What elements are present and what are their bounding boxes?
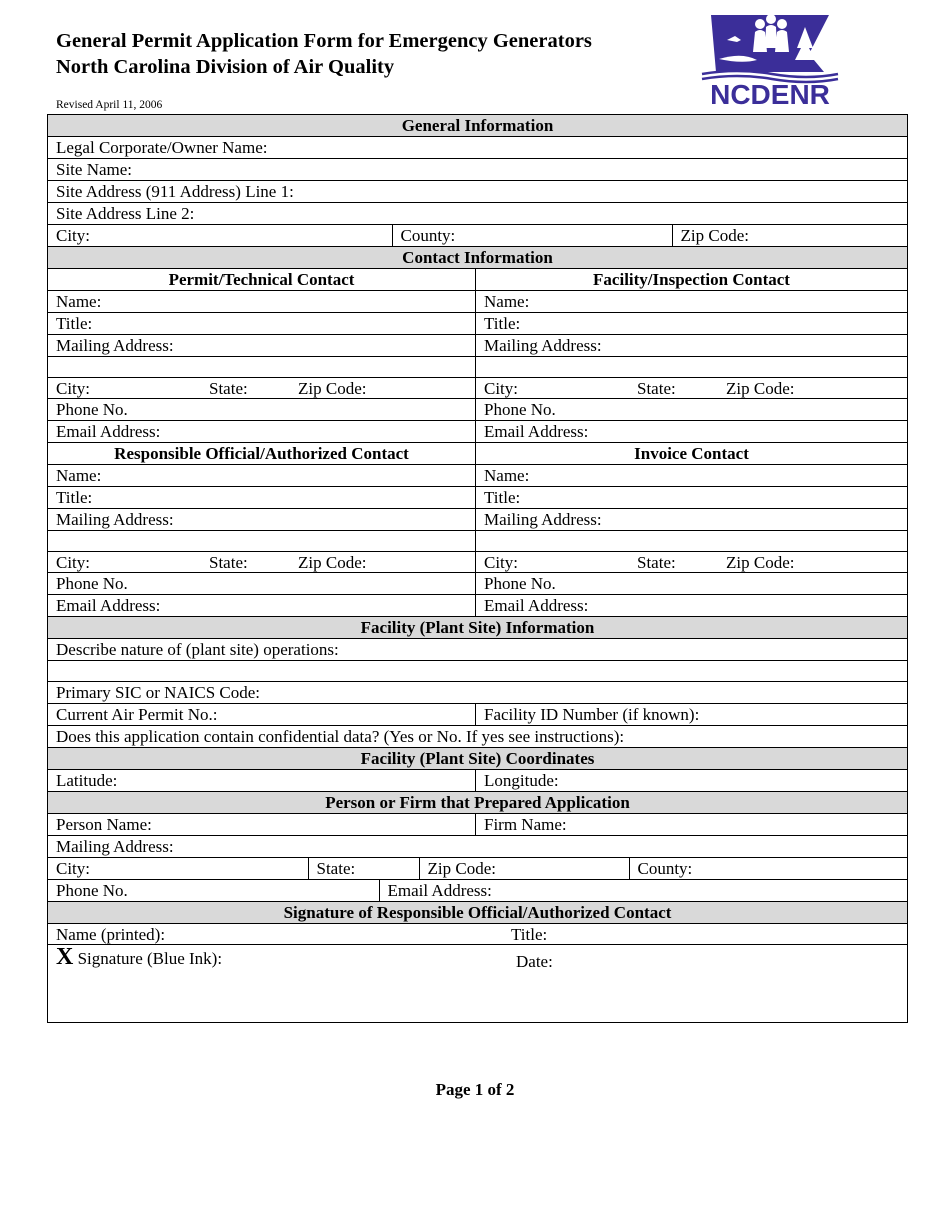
- printed-name-label: Name (printed):: [56, 925, 166, 944]
- ncdenr-logo-text: NCDENR: [710, 79, 830, 108]
- confidential-data-field[interactable]: Does this application contain confidential data? (Yes or No. If yes see instructions):: [48, 726, 908, 748]
- preparer-heading: Person or Firm that Prepared Application: [48, 792, 908, 814]
- facility-contact-phone-field[interactable]: Phone No.: [476, 399, 908, 421]
- preparer-county-field[interactable]: County:: [637, 859, 693, 878]
- preparer-state-field[interactable]: State:: [308, 858, 419, 879]
- invoice-contact-title-field[interactable]: Title:: [476, 487, 908, 509]
- responsible-contact-state-label: State:: [209, 553, 248, 572]
- permit-contact-zip-label: Zip Code:: [298, 379, 367, 398]
- site-name-field[interactable]: Site Name:: [48, 159, 908, 181]
- facility-contact-city-row[interactable]: [476, 378, 908, 399]
- signature-date-label: Date:: [516, 952, 553, 971]
- permit-contact-mailing-line2[interactable]: [48, 357, 476, 378]
- permit-contact-phone-field[interactable]: Phone No.: [48, 399, 476, 421]
- ncdenr-logo: [697, 12, 843, 108]
- form-title-line2: North Carolina Division of Air Quality: [56, 56, 395, 78]
- permit-contact-city-row[interactable]: [48, 378, 476, 399]
- responsible-contact-phone-field[interactable]: Phone No.: [48, 573, 476, 595]
- responsible-contact-mailing-field[interactable]: Mailing Address:: [48, 509, 476, 531]
- responsible-contact-heading: Responsible Official/Authorized Contact: [48, 443, 476, 465]
- preparer-email-field[interactable]: Email Address:: [387, 881, 492, 900]
- revision-date: Revised April 11, 2006: [56, 99, 163, 111]
- responsible-contact-city-row[interactable]: [48, 552, 476, 573]
- permit-contact-mailing-field[interactable]: Mailing Address:: [48, 335, 476, 357]
- responsible-contact-zip-label: Zip Code:: [298, 553, 367, 572]
- responsible-contact-email-field[interactable]: Email Address:: [48, 595, 476, 617]
- longitude-field[interactable]: Longitude:: [476, 770, 908, 792]
- responsible-contact-mailing-line2[interactable]: [48, 531, 476, 552]
- operations-description-field[interactable]: Describe nature of (plant site) operations:: [48, 639, 908, 661]
- facility-contact-mailing-line2[interactable]: [476, 357, 908, 378]
- facility-id-field[interactable]: Facility ID Number (if known):: [476, 704, 908, 726]
- facility-contact-city-label: City:: [484, 379, 519, 398]
- invoice-contact-state-label: State:: [637, 553, 676, 572]
- invoice-contact-name-field[interactable]: Name:: [476, 465, 908, 487]
- signature-name-row[interactable]: [48, 924, 908, 945]
- invoice-contact-heading: Invoice Contact: [476, 443, 908, 465]
- sic-naics-field[interactable]: Primary SIC or NAICS Code:: [48, 682, 908, 704]
- facility-contact-state-label: State:: [637, 379, 676, 398]
- facility-contact-mailing-field[interactable]: Mailing Address:: [476, 335, 908, 357]
- site-city-field[interactable]: City:: [48, 225, 392, 246]
- site-address1-field[interactable]: Site Address (911 Address) Line 1:: [48, 181, 908, 203]
- invoice-contact-mailing-field[interactable]: Mailing Address:: [476, 509, 908, 531]
- signature-label: Signature (Blue Ink):: [77, 949, 223, 968]
- invoice-contact-email-field[interactable]: Email Address:: [476, 595, 908, 617]
- air-permit-no-field[interactable]: Current Air Permit No.:: [48, 704, 476, 726]
- owner-name-field[interactable]: Legal Corporate/Owner Name:: [48, 137, 908, 159]
- preparer-city-field[interactable]: City:: [48, 858, 308, 879]
- responsible-contact-name-field[interactable]: Name:: [48, 465, 476, 487]
- facility-contact-heading: Facility/Inspection Contact: [476, 269, 908, 291]
- form-title-line1: General Permit Application Form for Emergency Generators: [56, 30, 592, 52]
- facility-info-heading: Facility (Plant Site) Information: [48, 617, 908, 639]
- permit-contact-heading: Permit/Technical Contact: [48, 269, 476, 291]
- invoice-contact-phone-field[interactable]: Phone No.: [476, 573, 908, 595]
- latitude-field[interactable]: Latitude:: [48, 770, 476, 792]
- general-info-heading: General Information: [48, 115, 908, 137]
- facility-contact-email-field[interactable]: Email Address:: [476, 421, 908, 443]
- page-number: Page 1 of 2: [435, 1080, 515, 1099]
- preparer-mailing-field[interactable]: Mailing Address:: [48, 836, 908, 858]
- preparer-firm-field[interactable]: Firm Name:: [476, 814, 908, 836]
- preparer-zip-field[interactable]: Zip Code:: [419, 858, 629, 879]
- facility-contact-title-field[interactable]: Title:: [476, 313, 908, 335]
- preparer-phone-field[interactable]: Phone No.: [48, 880, 379, 901]
- facility-contact-name-field[interactable]: Name:: [476, 291, 908, 313]
- form-title: [56, 28, 592, 80]
- permit-contact-name-field[interactable]: Name:: [48, 291, 476, 313]
- responsible-contact-title-field[interactable]: Title:: [48, 487, 476, 509]
- signature-title-label: Title:: [511, 925, 548, 944]
- invoice-contact-city-label: City:: [484, 553, 519, 572]
- coordinates-heading: Facility (Plant Site) Coordinates: [48, 748, 908, 770]
- invoice-contact-mailing-line2[interactable]: [476, 531, 908, 552]
- permit-contact-email-field[interactable]: Email Address:: [48, 421, 476, 443]
- site-address2-field[interactable]: Site Address Line 2:: [48, 203, 908, 225]
- preparer-person-field[interactable]: Person Name:: [48, 814, 476, 836]
- invoice-contact-zip-label: Zip Code:: [726, 553, 795, 572]
- permit-contact-state-label: State:: [209, 379, 248, 398]
- application-form: [47, 114, 907, 1023]
- permit-contact-title-field[interactable]: Title:: [48, 313, 476, 335]
- responsible-contact-city-label: City:: [56, 553, 91, 572]
- site-zip-field[interactable]: Zip Code:: [680, 226, 749, 245]
- site-county-field[interactable]: County:: [392, 225, 672, 246]
- contact-info-heading: Contact Information: [48, 247, 908, 269]
- signature-box[interactable]: [48, 945, 908, 1023]
- signature-heading: Signature of Responsible Official/Authorized Contact: [48, 902, 908, 924]
- invoice-contact-city-row[interactable]: [476, 552, 908, 573]
- permit-contact-city-label: City:: [56, 379, 91, 398]
- facility-contact-zip-label: Zip Code:: [726, 379, 795, 398]
- signature-x-mark: X: [56, 944, 74, 970]
- operations-description-line2[interactable]: [48, 661, 908, 682]
